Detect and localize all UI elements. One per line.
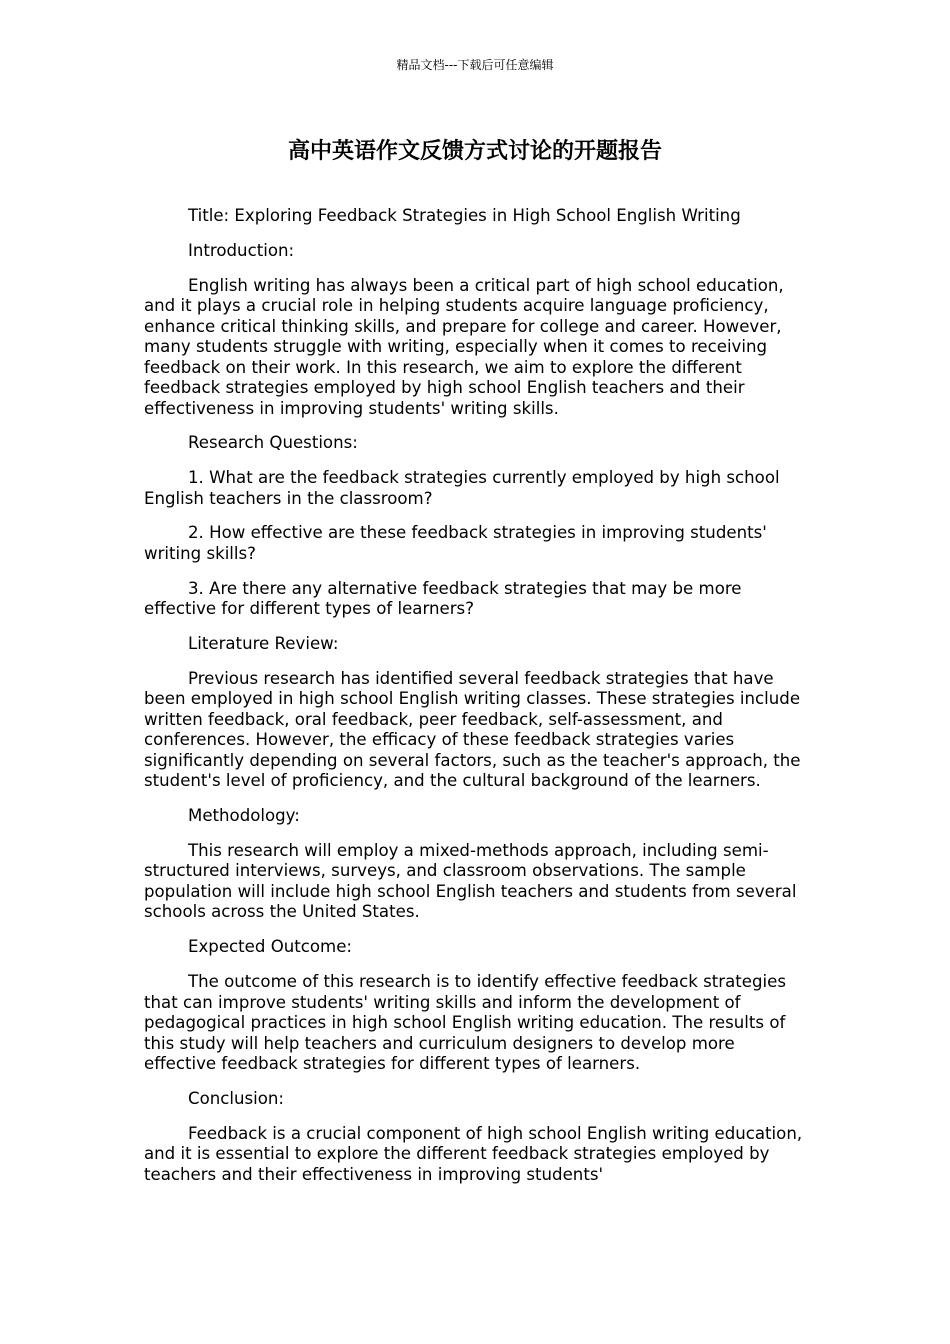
methodology-paragraph: This research will employ a mixed-methods approach, including semi-structured interviews, surveys, and classroom observations. The sample population will include high school English teachers and students from several schools across the United States. bbox=[144, 840, 797, 922]
header-note: 精品文档---下载后可任意编辑 bbox=[396, 58, 554, 72]
section-heading-literature-review: Literature Review: bbox=[188, 634, 339, 654]
section-heading-conclusion: Conclusion: bbox=[188, 1088, 285, 1108]
paper-title-line: Title: Exploring Feedback Strategies in High School English Writing bbox=[188, 206, 741, 225]
introduction-paragraph: English writing has always been a critical part of high school education, and it plays a crucial role in helping students acquire language proficiency, enhance critical thinking skills, and prepare for college and career. However, many students struggle with writing, especially when it comes to receiving feedback on their work. In this research, we aim to explore the different feedback strategies employed by high school English teachers and their effectiveness in improving students' writing skills. bbox=[144, 275, 784, 418]
expected-outcome-paragraph: The outcome of this research is to identify effective feedback strategies that can improve students' writing skills and inform the development of pedagogical practices in high school English writing education. The results of this study will help teachers and curriculum designers to develop more effective feedback strategies for different types of learners. bbox=[144, 972, 786, 1074]
research-question-2: 2. How effective are these feedback strategies in improving students' writing skills? bbox=[144, 523, 767, 563]
section-heading-research-questions: Research Questions: bbox=[188, 433, 358, 453]
research-question-3: 3. Are there any alternative feedback strategies that may be more effective for different types of learners? bbox=[144, 578, 742, 619]
research-question-1: 1. What are the feedback strategies currently employed by high school English teachers in the classroom? bbox=[144, 468, 780, 508]
section-heading-introduction: Introduction: bbox=[188, 240, 295, 260]
conclusion-paragraph: Feedback is a crucial component of high school English writing education, and it is essential to explore the different feedback strategies employed by teachers and their effectiveness in improving students' bbox=[144, 1123, 803, 1184]
document-title: 高中英语作文反馈方式讨论的开题报告 bbox=[287, 139, 662, 164]
section-heading-methodology: Methodology: bbox=[188, 806, 300, 826]
literature-review-paragraph: Previous research has identified several feedback strategies that have been employed in high school English writing classes. These strategies include written feedback, oral feedback, peer feedback, self-assessment, and conferences. However, the efficacy of these feedback strategies varies significantly depending on several factors, such as the teacher's approach, the student's level of proficiency, and the cultural background of the learners. bbox=[144, 668, 801, 791]
document-body bbox=[144, 206, 808, 1199]
section-heading-expected-outcome: Expected Outcome: bbox=[188, 937, 353, 957]
